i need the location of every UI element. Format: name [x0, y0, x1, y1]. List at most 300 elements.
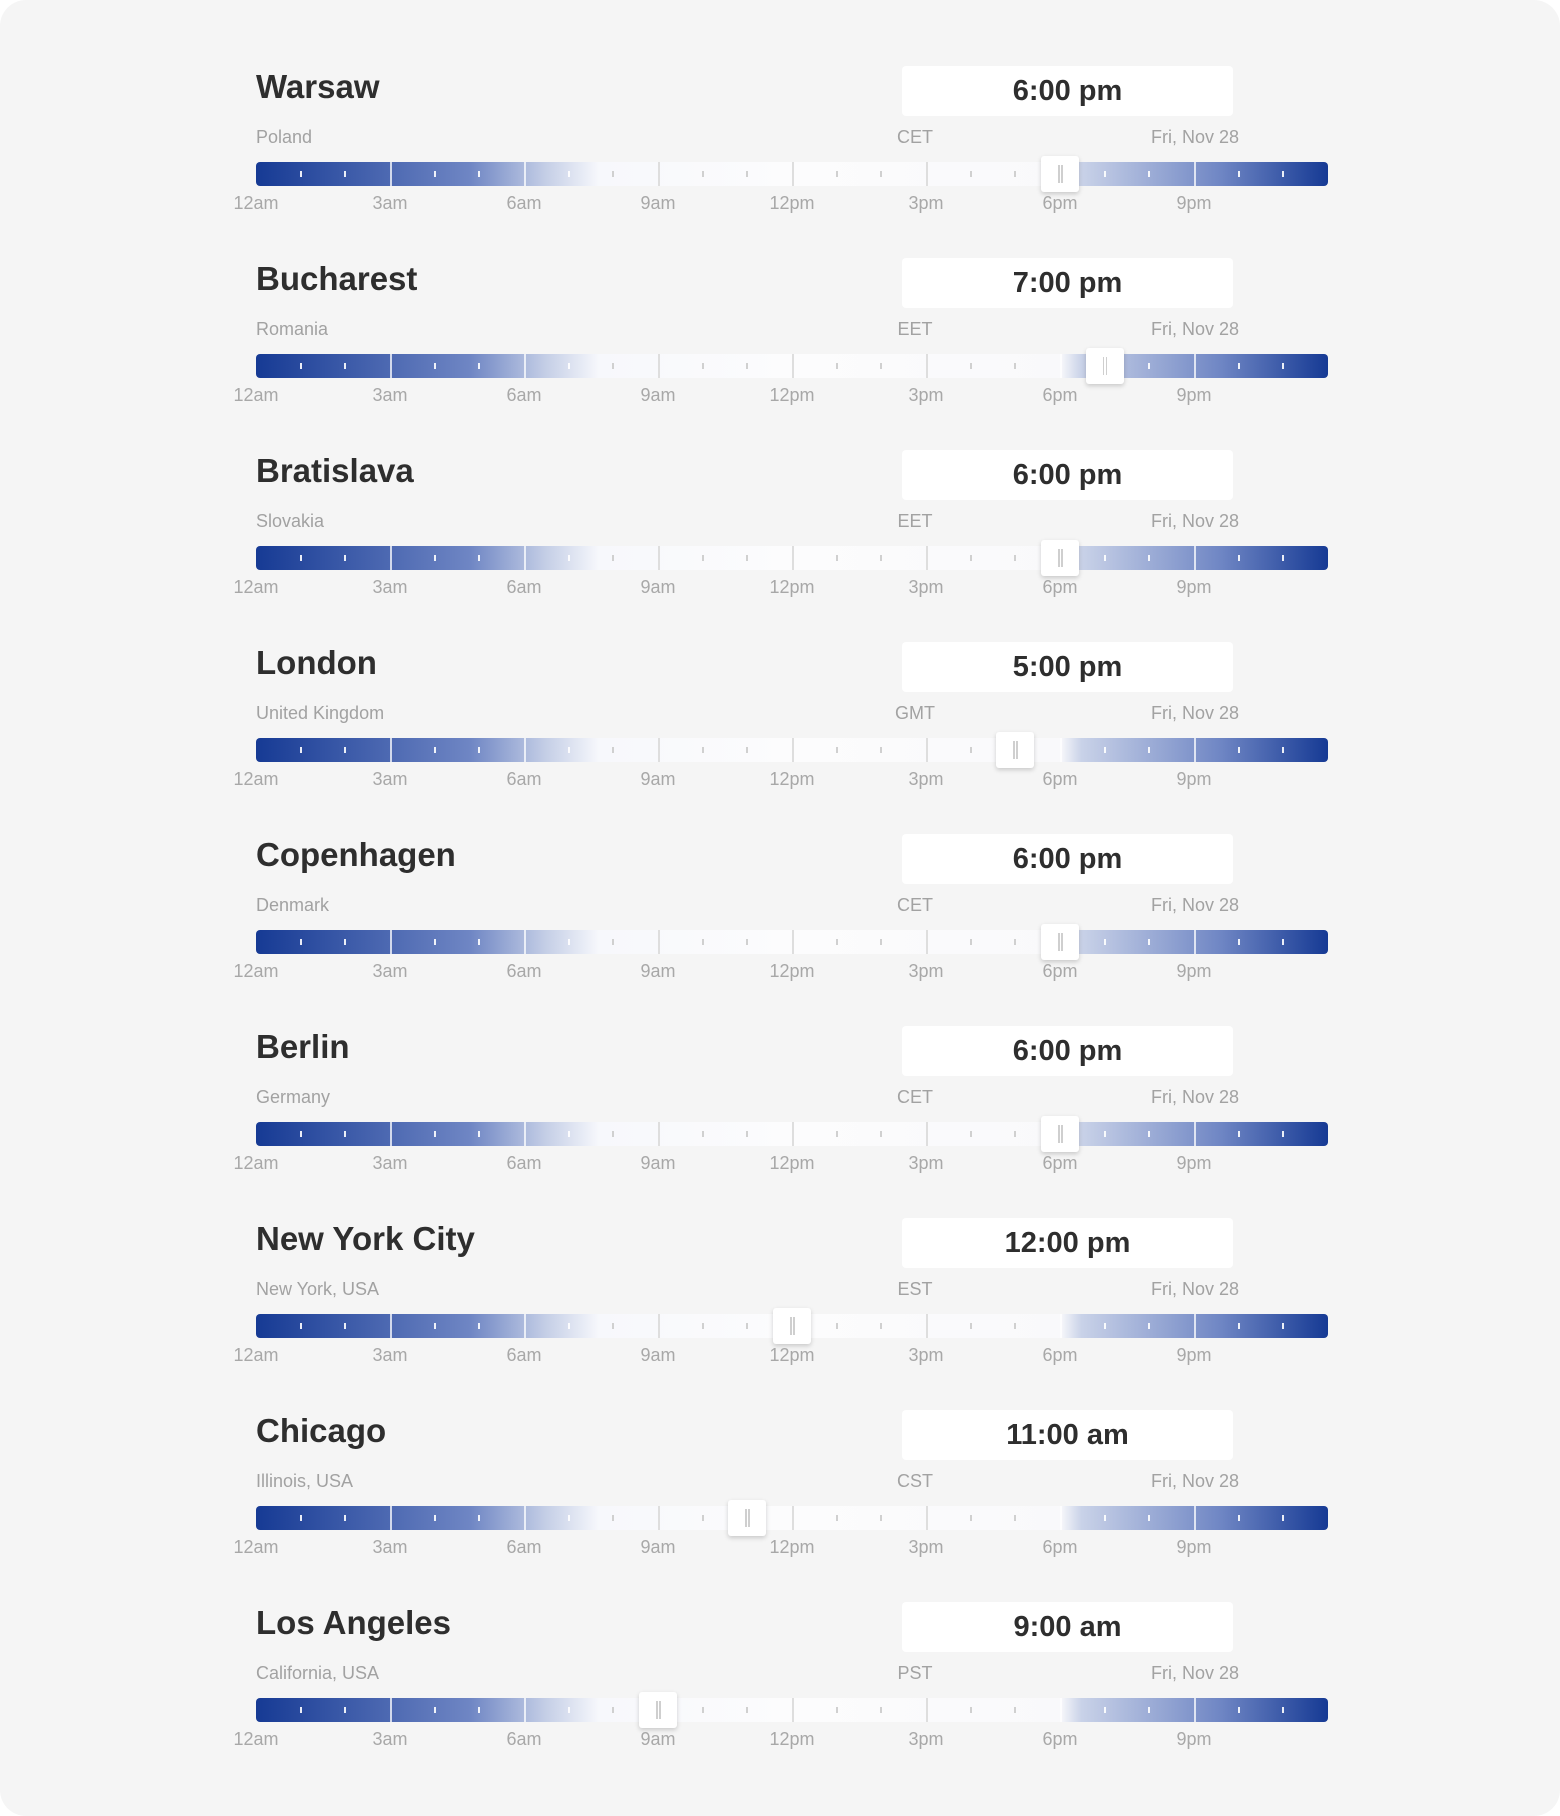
- minor-tick: [568, 171, 570, 177]
- country-label: California, USA: [256, 1663, 380, 1683]
- minor-tick: [1282, 1515, 1284, 1521]
- timezone-label: CET: [897, 895, 933, 915]
- time-slider-thumb[interactable]: [1041, 1116, 1079, 1152]
- time-display[interactable]: 7:00 pm: [902, 258, 1233, 308]
- city-row: [0, 1152, 1560, 1365]
- minor-tick: [300, 1707, 302, 1713]
- hour-tick-label: 3pm: [908, 1537, 944, 1557]
- time-slider-thumb[interactable]: [1041, 924, 1079, 960]
- minor-tick: [612, 1323, 614, 1329]
- time-display[interactable]: 9:00 am: [902, 1602, 1233, 1652]
- hour-tick-label: 12am: [233, 769, 279, 789]
- minor-tick: [1238, 1323, 1240, 1329]
- minor-tick: [1148, 1131, 1150, 1137]
- minor-tick: [1238, 939, 1240, 945]
- minor-tick: [970, 1707, 972, 1713]
- major-tick: [658, 546, 660, 570]
- minor-tick: [434, 171, 436, 177]
- minor-tick: [1014, 1515, 1016, 1521]
- hour-tick-label: 12am: [233, 577, 279, 597]
- city-name: Berlin: [256, 1028, 350, 1065]
- minor-tick: [880, 363, 882, 369]
- minor-tick: [1238, 1131, 1240, 1137]
- minor-tick: [434, 1131, 436, 1137]
- minor-tick: [434, 1515, 436, 1521]
- minor-tick: [300, 1131, 302, 1137]
- timezone-label: CET: [897, 1087, 933, 1107]
- date-label: Fri, Nov 28: [1150, 1087, 1239, 1107]
- hour-tick-label: 9am: [640, 1537, 676, 1557]
- major-tick: [658, 930, 660, 954]
- time-slider-thumb[interactable]: [639, 1692, 677, 1728]
- minor-tick: [344, 1323, 346, 1329]
- minor-tick: [1148, 555, 1150, 561]
- minor-tick: [702, 1323, 704, 1329]
- major-tick: [1194, 354, 1196, 378]
- city-name: New York City: [256, 1220, 475, 1257]
- hour-tick-label: 9am: [640, 577, 676, 597]
- minor-tick: [300, 1323, 302, 1329]
- major-tick: [792, 1122, 794, 1146]
- minor-tick: [836, 1131, 838, 1137]
- hour-tick-label: 3pm: [908, 1153, 944, 1173]
- minor-tick: [836, 747, 838, 753]
- minor-tick: [880, 1707, 882, 1713]
- major-tick: [1060, 354, 1062, 378]
- major-tick: [390, 738, 392, 762]
- hour-tick-label: 3am: [372, 1537, 408, 1557]
- time-slider-thumb[interactable]: [773, 1308, 811, 1344]
- major-tick: [926, 738, 928, 762]
- minor-tick: [1282, 1131, 1284, 1137]
- hour-tick-label: 3pm: [908, 193, 944, 213]
- minor-tick: [880, 171, 882, 177]
- city-row: [0, 0, 1560, 213]
- city-row: [0, 192, 1560, 405]
- minor-tick: [612, 1707, 614, 1713]
- hour-tick-label: 12pm: [769, 769, 815, 789]
- minor-tick: [344, 747, 346, 753]
- hour-tick-label: 12pm: [769, 1345, 815, 1365]
- minor-tick: [612, 747, 614, 753]
- minor-tick: [434, 363, 436, 369]
- major-tick: [390, 1698, 392, 1722]
- major-tick: [792, 1506, 794, 1530]
- time-slider-track[interactable]: [256, 162, 1328, 186]
- minor-tick: [1148, 171, 1150, 177]
- time-display[interactable]: 11:00 am: [902, 1410, 1233, 1460]
- minor-tick: [1104, 171, 1106, 177]
- date-label: Fri, Nov 28: [1150, 319, 1239, 339]
- hour-tick-label: 12pm: [769, 577, 815, 597]
- hour-tick-label: 6pm: [1042, 1729, 1078, 1749]
- minor-tick: [1014, 555, 1016, 561]
- major-tick: [1194, 1314, 1196, 1338]
- minor-tick: [478, 1515, 480, 1521]
- time-slider-track[interactable]: [256, 1122, 1328, 1146]
- major-tick: [390, 1314, 392, 1338]
- hour-tick-label: 12am: [233, 385, 279, 405]
- hour-tick-label: 9pm: [1176, 1537, 1212, 1557]
- minor-tick: [1014, 939, 1016, 945]
- hour-tick-label: 3am: [372, 1153, 408, 1173]
- hour-tick-label: 12pm: [769, 193, 815, 213]
- major-tick: [926, 1506, 928, 1530]
- time-slider-track[interactable]: [256, 1506, 1328, 1530]
- minor-tick: [970, 939, 972, 945]
- city-row: [0, 576, 1560, 789]
- hour-tick-label: 6am: [506, 193, 542, 213]
- minor-tick: [746, 1131, 748, 1137]
- hour-tick-label: 6am: [506, 1153, 542, 1173]
- major-tick: [390, 546, 392, 570]
- minor-tick: [478, 1707, 480, 1713]
- major-tick: [524, 1122, 526, 1146]
- hour-tick-label: 6pm: [1042, 577, 1078, 597]
- country-label: United Kingdom: [256, 703, 385, 723]
- minor-tick: [568, 939, 570, 945]
- major-tick: [1194, 738, 1196, 762]
- country-label: Slovakia: [256, 511, 325, 531]
- minor-tick: [836, 1707, 838, 1713]
- time-slider-thumb[interactable]: [1041, 540, 1079, 576]
- major-tick: [658, 354, 660, 378]
- city-name: Los Angeles: [256, 1604, 451, 1641]
- date-label: Fri, Nov 28: [1150, 1471, 1239, 1491]
- minor-tick: [568, 1131, 570, 1137]
- major-tick: [524, 1698, 526, 1722]
- hour-tick-label: 6am: [506, 1729, 542, 1749]
- timezone-label: EST: [897, 1279, 933, 1299]
- hour-tick-label: 9am: [640, 1153, 676, 1173]
- country-label: Illinois, USA: [256, 1471, 354, 1491]
- time-slider-track[interactable]: [256, 1698, 1328, 1722]
- major-tick: [926, 354, 928, 378]
- hour-tick-label: 9am: [640, 961, 676, 981]
- timezone-label: CET: [897, 127, 933, 147]
- minor-tick: [612, 1131, 614, 1137]
- time-slider-track[interactable]: [256, 354, 1328, 378]
- minor-tick: [568, 555, 570, 561]
- major-tick: [524, 1314, 526, 1338]
- minor-tick: [1282, 939, 1284, 945]
- minor-tick: [478, 363, 480, 369]
- hour-tick-label: 9am: [640, 193, 676, 213]
- minor-tick: [702, 1707, 704, 1713]
- timezone-label: CST: [897, 1471, 933, 1491]
- minor-tick: [478, 1323, 480, 1329]
- minor-tick: [568, 363, 570, 369]
- minor-tick: [1282, 171, 1284, 177]
- minor-tick: [1148, 1515, 1150, 1521]
- hour-tick-label: 6pm: [1042, 193, 1078, 213]
- hour-tick-label: 3am: [372, 1345, 408, 1365]
- minor-tick: [880, 747, 882, 753]
- minor-tick: [344, 1131, 346, 1137]
- minor-tick: [970, 1323, 972, 1329]
- major-tick: [524, 738, 526, 762]
- minor-tick: [970, 363, 972, 369]
- hour-tick-label: 9pm: [1176, 1729, 1212, 1749]
- minor-tick: [880, 1323, 882, 1329]
- time-slider-thumb[interactable]: [728, 1500, 766, 1536]
- minor-tick: [434, 1707, 436, 1713]
- minor-tick: [1104, 1131, 1106, 1137]
- minor-tick: [344, 171, 346, 177]
- minor-tick: [344, 363, 346, 369]
- minor-tick: [344, 1515, 346, 1521]
- major-tick: [658, 162, 660, 186]
- minor-tick: [478, 1131, 480, 1137]
- minor-tick: [970, 555, 972, 561]
- minor-tick: [970, 747, 972, 753]
- minor-tick: [434, 747, 436, 753]
- hour-tick-label: 9pm: [1176, 1345, 1212, 1365]
- major-tick: [1194, 162, 1196, 186]
- hour-tick-label: 9am: [640, 385, 676, 405]
- hour-tick-label: 3pm: [908, 577, 944, 597]
- major-tick: [658, 1314, 660, 1338]
- major-tick: [926, 1698, 928, 1722]
- minor-tick: [1148, 939, 1150, 945]
- hour-tick-label: 6am: [506, 577, 542, 597]
- minor-tick: [1104, 555, 1106, 561]
- hour-tick-label: 6pm: [1042, 1153, 1078, 1173]
- time-display[interactable]: 6:00 pm: [902, 1026, 1233, 1076]
- hour-tick-label: 12am: [233, 1537, 279, 1557]
- hour-tick-label: 6am: [506, 961, 542, 981]
- major-tick: [524, 354, 526, 378]
- minor-tick: [702, 1131, 704, 1137]
- minor-tick: [434, 1323, 436, 1329]
- hour-tick-label: 12pm: [769, 1537, 815, 1557]
- time-slider-track[interactable]: [256, 738, 1328, 762]
- hour-tick-label: 3am: [372, 769, 408, 789]
- hour-tick-label: 9am: [640, 1729, 676, 1749]
- minor-tick: [702, 747, 704, 753]
- minor-tick: [1238, 747, 1240, 753]
- minor-tick: [746, 1323, 748, 1329]
- minor-tick: [702, 939, 704, 945]
- minor-tick: [836, 1323, 838, 1329]
- major-tick: [792, 354, 794, 378]
- time-display[interactable]: 5:00 pm: [902, 642, 1233, 692]
- minor-tick: [746, 1707, 748, 1713]
- major-tick: [1060, 1506, 1062, 1530]
- minor-tick: [478, 747, 480, 753]
- minor-tick: [612, 555, 614, 561]
- minor-tick: [1104, 939, 1106, 945]
- hour-tick-label: 9pm: [1176, 577, 1212, 597]
- timezone-label: PST: [897, 1663, 933, 1683]
- timezone-label: GMT: [895, 703, 935, 723]
- hour-tick-label: 12pm: [769, 1729, 815, 1749]
- major-tick: [658, 1122, 660, 1146]
- hour-tick-label: 9pm: [1176, 769, 1212, 789]
- minor-tick: [568, 1515, 570, 1521]
- hour-tick-label: 6am: [506, 1345, 542, 1365]
- hour-tick-label: 12pm: [769, 385, 815, 405]
- hour-tick-label: 6pm: [1042, 961, 1078, 981]
- city-row: [0, 768, 1560, 981]
- minor-tick: [1238, 1515, 1240, 1521]
- minor-tick: [836, 1515, 838, 1521]
- minor-tick: [1104, 1515, 1106, 1521]
- date-label: Fri, Nov 28: [1150, 895, 1239, 915]
- time-slider-track[interactable]: [256, 1314, 1328, 1338]
- minor-tick: [1148, 747, 1150, 753]
- minor-tick: [612, 939, 614, 945]
- city-name: Copenhagen: [256, 836, 456, 873]
- minor-tick: [478, 171, 480, 177]
- major-tick: [792, 546, 794, 570]
- city-name: Warsaw: [256, 68, 380, 105]
- minor-tick: [746, 171, 748, 177]
- hour-tick-label: 12am: [233, 1345, 279, 1365]
- city-row: [0, 384, 1560, 597]
- time-display[interactable]: 6:00 pm: [902, 450, 1233, 500]
- city-row: [0, 960, 1560, 1173]
- minor-tick: [1014, 363, 1016, 369]
- hour-tick-label: 12pm: [769, 1153, 815, 1173]
- hour-tick-label: 6pm: [1042, 385, 1078, 405]
- city-row: [0, 1536, 1560, 1749]
- minor-tick: [1282, 363, 1284, 369]
- minor-tick: [1238, 1707, 1240, 1713]
- minor-tick: [1148, 1707, 1150, 1713]
- date-label: Fri, Nov 28: [1150, 511, 1239, 531]
- minor-tick: [1282, 1707, 1284, 1713]
- timezone-label: EET: [897, 511, 933, 531]
- timezone-label: EET: [897, 319, 933, 339]
- hour-tick-label: 9pm: [1176, 193, 1212, 213]
- major-tick: [1194, 1698, 1196, 1722]
- minor-tick: [702, 1515, 704, 1521]
- time-display[interactable]: 12:00 pm: [902, 1218, 1233, 1268]
- hour-tick-label: 12am: [233, 1729, 279, 1749]
- minor-tick: [300, 363, 302, 369]
- hour-tick-label: 3pm: [908, 769, 944, 789]
- time-slider-thumb[interactable]: [996, 732, 1034, 768]
- minor-tick: [478, 939, 480, 945]
- minor-tick: [300, 939, 302, 945]
- major-tick: [926, 162, 928, 186]
- minor-tick: [1148, 363, 1150, 369]
- minor-tick: [1282, 555, 1284, 561]
- major-tick: [1194, 1506, 1196, 1530]
- hour-tick-label: 3am: [372, 193, 408, 213]
- major-tick: [926, 546, 928, 570]
- major-tick: [1194, 930, 1196, 954]
- time-display[interactable]: 6:00 pm: [902, 66, 1233, 116]
- minor-tick: [1014, 1707, 1016, 1713]
- hour-tick-label: 3am: [372, 1729, 408, 1749]
- date-label: Fri, Nov 28: [1150, 703, 1239, 723]
- minor-tick: [746, 555, 748, 561]
- minor-tick: [1104, 1707, 1106, 1713]
- city-name: Chicago: [256, 1412, 387, 1449]
- minor-tick: [1238, 555, 1240, 561]
- minor-tick: [612, 1515, 614, 1521]
- minor-tick: [970, 1515, 972, 1521]
- major-tick: [524, 162, 526, 186]
- major-tick: [390, 1122, 392, 1146]
- country-label: Denmark: [256, 895, 330, 915]
- hour-tick-label: 3pm: [908, 1729, 944, 1749]
- major-tick: [792, 162, 794, 186]
- minor-tick: [746, 939, 748, 945]
- minor-tick: [970, 1131, 972, 1137]
- minor-tick: [300, 555, 302, 561]
- hour-tick-label: 6pm: [1042, 1537, 1078, 1557]
- major-tick: [390, 162, 392, 186]
- major-tick: [792, 930, 794, 954]
- hour-tick-label: 12am: [233, 961, 279, 981]
- city-name: Bucharest: [256, 260, 418, 297]
- minor-tick: [300, 171, 302, 177]
- country-label: Romania: [256, 319, 329, 339]
- major-tick: [792, 738, 794, 762]
- major-tick: [390, 930, 392, 954]
- minor-tick: [880, 555, 882, 561]
- hour-tick-label: 12am: [233, 1153, 279, 1173]
- major-tick: [1194, 1122, 1196, 1146]
- major-tick: [926, 1314, 928, 1338]
- minor-tick: [568, 1707, 570, 1713]
- major-tick: [1060, 1314, 1062, 1338]
- minor-tick: [1282, 1323, 1284, 1329]
- major-tick: [1060, 1698, 1062, 1722]
- hour-tick-label: 6pm: [1042, 769, 1078, 789]
- minor-tick: [836, 363, 838, 369]
- major-tick: [524, 1506, 526, 1530]
- hour-tick-label: 9pm: [1176, 1153, 1212, 1173]
- hour-tick-label: 3pm: [908, 385, 944, 405]
- hour-tick-label: 3am: [372, 961, 408, 981]
- minor-tick: [880, 1131, 882, 1137]
- hour-tick-label: 9pm: [1176, 385, 1212, 405]
- time-slider-thumb[interactable]: [1086, 348, 1124, 384]
- major-tick: [658, 738, 660, 762]
- time-slider-track[interactable]: [256, 930, 1328, 954]
- minor-tick: [612, 363, 614, 369]
- hour-tick-label: 6pm: [1042, 1345, 1078, 1365]
- major-tick: [390, 1506, 392, 1530]
- time-slider-track[interactable]: [256, 546, 1328, 570]
- hour-tick-label: 3am: [372, 385, 408, 405]
- minor-tick: [970, 171, 972, 177]
- hour-tick-label: 3pm: [908, 1345, 944, 1365]
- hour-tick-label: 9pm: [1176, 961, 1212, 981]
- time-slider-thumb[interactable]: [1041, 156, 1079, 192]
- minor-tick: [612, 171, 614, 177]
- hour-tick-label: 6am: [506, 385, 542, 405]
- time-display[interactable]: 6:00 pm: [902, 834, 1233, 884]
- minor-tick: [702, 363, 704, 369]
- minor-tick: [1014, 1131, 1016, 1137]
- hour-tick-label: 3am: [372, 577, 408, 597]
- major-tick: [658, 1506, 660, 1530]
- minor-tick: [1238, 363, 1240, 369]
- major-tick: [390, 354, 392, 378]
- minor-tick: [836, 939, 838, 945]
- minor-tick: [1014, 1323, 1016, 1329]
- hour-tick-label: 6am: [506, 769, 542, 789]
- minor-tick: [702, 171, 704, 177]
- minor-tick: [568, 1323, 570, 1329]
- country-label: Germany: [256, 1087, 331, 1107]
- country-label: New York, USA: [256, 1279, 380, 1299]
